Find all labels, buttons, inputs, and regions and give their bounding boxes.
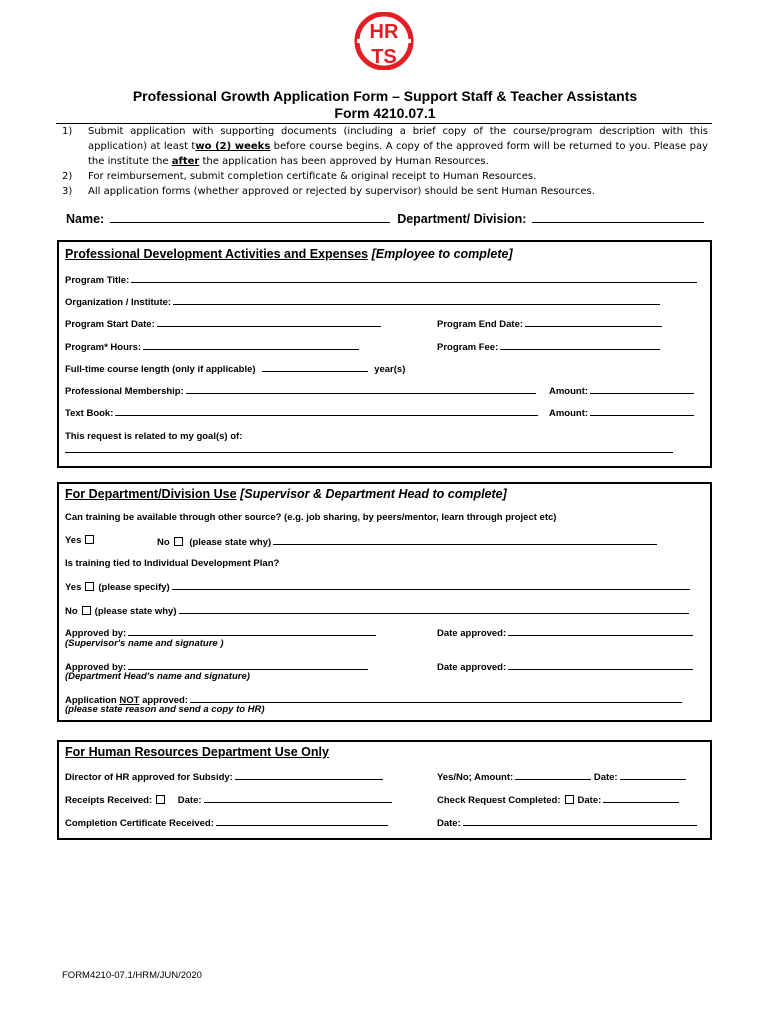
name-field[interactable]: [110, 213, 390, 223]
director-row: [65, 770, 383, 783]
hours-field[interactable]: [143, 340, 359, 350]
dept-head-date-row: [437, 660, 693, 673]
section-title-text: For Department/Division Use: [65, 487, 237, 501]
amount-field[interactable]: [515, 770, 591, 780]
check-request-row: [437, 793, 679, 806]
receipts-label: Receipts Received:: [65, 795, 153, 806]
idp-no-row: [65, 604, 689, 617]
start-date-label: Program Start Date:: [65, 319, 155, 330]
instruction-2: [62, 169, 708, 184]
textbook-amount-field[interactable]: [590, 406, 694, 416]
dept-head-signature-hint: (Department Head's name and signature): [65, 671, 250, 682]
textbook-amount-row: [549, 406, 694, 419]
supervisor-date-row: [437, 626, 693, 639]
hours-label: Program* Hours:: [65, 342, 142, 353]
name-label: Name:: [66, 212, 105, 226]
end-date-label: Program End Date:: [437, 319, 524, 330]
date-label: Date:: [437, 818, 461, 829]
membership-field[interactable]: [186, 384, 536, 394]
instruction-number: 3): [62, 186, 73, 197]
end-date-field[interactable]: [525, 317, 662, 327]
date-label: Date:: [177, 795, 202, 806]
employee-section: [57, 240, 712, 468]
date-approved-label: Date approved:: [437, 662, 507, 673]
not-approved-hint: (please state reason and send a copy to HR): [65, 704, 265, 715]
membership-label: Professional Membership:: [65, 386, 184, 397]
yesno-row: [437, 770, 686, 783]
textbook-field[interactable]: [115, 406, 538, 416]
form-footer-code: FORM4210-07.1/HRM/JUN/2020: [62, 970, 202, 981]
idp-yes-row: [65, 580, 690, 593]
start-date-row: [65, 317, 381, 330]
amount-label: Amount:: [549, 386, 589, 397]
check-request-date-field[interactable]: [603, 793, 679, 803]
organization-label: Organization / Institute:: [65, 297, 172, 308]
program-title-label: Program Title:: [65, 275, 130, 286]
not-approved-text: Application: [65, 695, 120, 706]
yesno-label: Yes/No; Amount:: [437, 772, 514, 783]
textbook-row: [65, 406, 538, 419]
director-field[interactable]: [235, 770, 383, 780]
state-why-field[interactable]: [273, 535, 657, 545]
name-row: [66, 212, 706, 226]
receipts-date-field[interactable]: [204, 793, 392, 803]
fee-row: [437, 340, 660, 353]
check-request-checkbox[interactable]: [565, 795, 574, 804]
not-emphasis: NOT: [119, 695, 140, 706]
end-date-row: [437, 317, 662, 330]
organization-field[interactable]: [173, 295, 660, 305]
state-why-label: (please state why): [94, 606, 177, 617]
hr-section: [57, 740, 712, 840]
other-source-yes: [65, 535, 98, 546]
instruction-text-part: Submit application with supporting documents (including a brief copy of the course/program description with this application) at least t: [88, 126, 708, 152]
not-approved-text: approved:: [139, 695, 188, 706]
other-source-question: Can training be available through other source? (e.g. job sharing, by peers/mentor, learn through project etc): [65, 512, 557, 523]
form-title: Professional Growth Application Form – Support Staff & Teacher Assistants: [132, 88, 638, 104]
program-title-field[interactable]: [131, 273, 697, 283]
after-emphasis: after: [171, 156, 200, 167]
instruction-number: 2): [62, 171, 73, 182]
section-title-text: Professional Development Activities and Expenses: [65, 247, 369, 261]
program-title-row: [65, 273, 697, 286]
completion-date-row: [437, 816, 697, 829]
instruction-text-part: before course begins. A copy of the approved form will be returned to you. Please pay the institute the: [88, 141, 709, 167]
section-title-text: For Human Resources Department Use Only: [65, 745, 329, 759]
no-label: No: [157, 537, 170, 548]
instruction-text: [88, 124, 708, 169]
yes-label: Yes: [65, 582, 82, 593]
membership-amount-field[interactable]: [590, 384, 694, 394]
years-label: year(s): [374, 364, 406, 375]
fee-label: Program Fee:: [437, 342, 499, 353]
hr-date-field[interactable]: [620, 770, 686, 780]
completion-field[interactable]: [216, 816, 388, 826]
instruction-text: All application forms (whether approved or rejected by supervisor) should be sent Human Resources.: [88, 186, 595, 197]
svg-text:TS: TS: [371, 46, 397, 68]
idp-question: Is training tied to Individual Development Plan?: [65, 558, 280, 569]
idp-no-checkbox[interactable]: [82, 606, 91, 615]
instruction-text: For reimbursement, submit completion certificate & original receipt to Human Resources.: [88, 171, 537, 182]
form-number: Form 4210.07.1: [334, 105, 436, 121]
dept-head-signature-field[interactable]: [128, 660, 368, 670]
dept-head-date-field[interactable]: [508, 660, 693, 670]
supervisor-date-field[interactable]: [508, 626, 693, 636]
instruction-number: 1): [62, 126, 73, 137]
amount-label: Amount:: [549, 408, 589, 419]
two-weeks-emphasis: wo (2) weeks: [195, 141, 271, 152]
date-label: Date:: [577, 795, 602, 806]
goals-field[interactable]: [65, 452, 673, 453]
idp-yes-checkbox[interactable]: [85, 582, 94, 591]
section-title-note: [Employee to complete]: [371, 247, 513, 261]
instruction-1: [62, 124, 708, 169]
no-checkbox[interactable]: [174, 537, 183, 546]
fee-field[interactable]: [500, 340, 660, 350]
idp-no-field[interactable]: [179, 604, 689, 614]
employee-section-title: [65, 247, 513, 261]
yes-checkbox[interactable]: [85, 535, 94, 544]
hours-row: [65, 340, 359, 353]
hrts-logo: [349, 12, 419, 70]
department-section-title: [65, 487, 507, 501]
start-date-field[interactable]: [157, 317, 381, 327]
section-title-note: [Supervisor & Department Head to complete]: [240, 487, 507, 501]
date-label: Date:: [593, 772, 618, 783]
membership-row: [65, 384, 536, 397]
approved-by-label: Approved by:: [65, 662, 127, 673]
textbook-label: Text Book:: [65, 408, 114, 419]
organization-row: [65, 295, 660, 308]
completion-row: [65, 816, 388, 829]
state-why-label: (please state why): [189, 537, 272, 548]
approved-by-label: Approved by:: [65, 628, 127, 639]
date-approved-label: Date approved:: [437, 628, 507, 639]
check-request-label: Check Request Completed:: [437, 795, 561, 806]
svg-text:HR: HR: [369, 21, 399, 43]
fulltime-field[interactable]: [262, 362, 368, 372]
instructions: [62, 124, 708, 199]
hr-section-title: [65, 745, 329, 759]
not-approved-field[interactable]: [190, 693, 682, 703]
instruction-3: [62, 184, 708, 199]
department-label: Department/ Division:: [397, 212, 527, 226]
director-label: Director of HR approved for Subsidy:: [65, 772, 233, 783]
specify-field[interactable]: [172, 580, 690, 590]
yes-label: Yes: [65, 535, 82, 546]
completion-date-field[interactable]: [463, 816, 697, 826]
receipts-row: [65, 793, 392, 806]
completion-label: Completion Certificate Received:: [65, 818, 214, 829]
department-field[interactable]: [532, 213, 704, 223]
other-source-no: [157, 535, 657, 548]
fulltime-label: Full-time course length (only if applicable): [65, 364, 256, 375]
fulltime-row: [65, 362, 405, 375]
membership-amount-row: [549, 384, 694, 397]
supervisor-signature-field[interactable]: [128, 626, 376, 636]
no-label: No: [65, 606, 78, 617]
instruction-text-part: the application has been approved by Human Resources.: [199, 156, 489, 167]
receipts-checkbox[interactable]: [156, 795, 165, 804]
goals-label: This request is related to my goal(s) of:: [65, 431, 243, 442]
specify-label: (please specify): [98, 582, 170, 593]
department-section: [57, 482, 712, 722]
supervisor-signature-hint: (Supervisor's name and signature ): [65, 638, 224, 649]
